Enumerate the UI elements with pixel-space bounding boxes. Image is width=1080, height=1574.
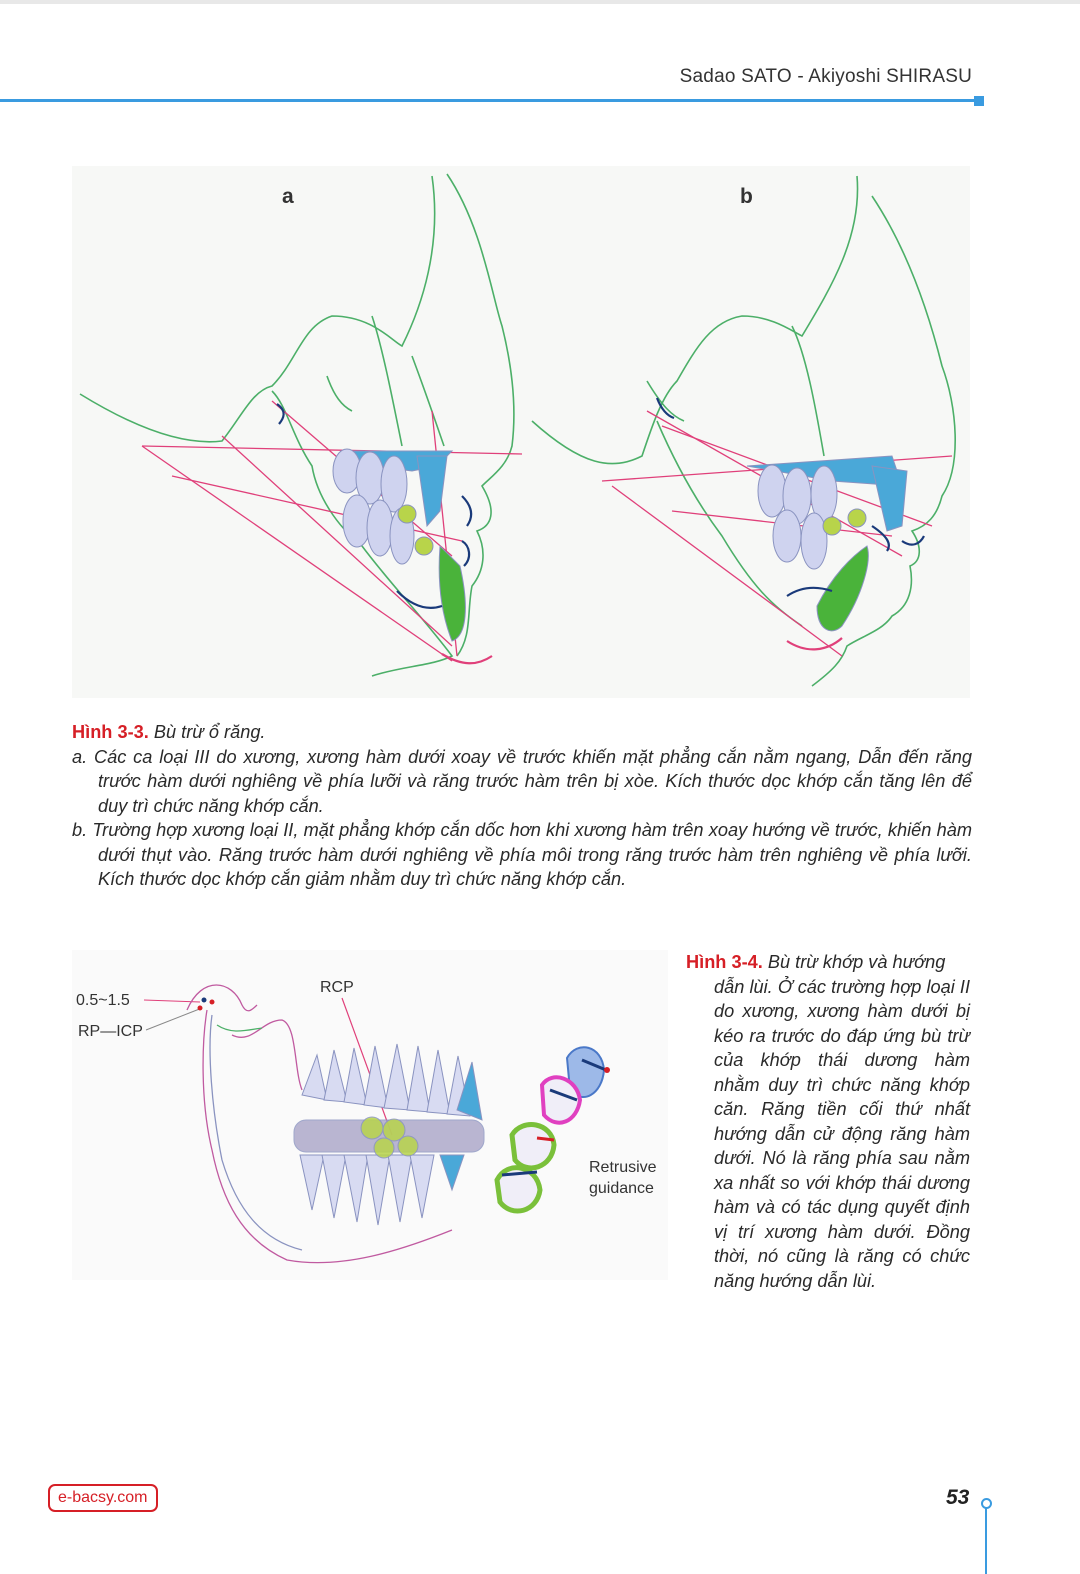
caption-first-line: Bù trừ khớp và hướng <box>767 952 946 972</box>
figure-3-3-cephalometric-tracings <box>72 166 970 698</box>
tmj-points <box>198 998 215 1011</box>
panel-b-teeth <box>747 456 907 631</box>
panel-b-label: b <box>740 185 753 208</box>
panel-b-tracing <box>532 176 955 686</box>
site-logo[interactable]: e-bacsy.com <box>48 1484 158 1512</box>
figure-number: Hình 3-3. <box>72 722 149 742</box>
rcp-label: RCP <box>320 979 354 996</box>
caption-item-a: a. Các ca loại III do xương, xương hàm dưới xoay về trước khiến mặt phẳng cắn nằm ngang, Dẫn đến răng trước hàm dưới nghiêng về phía lưỡi và răng trước hàm trên bị xòe. Kích thước dọc khớp cắn tăng lên để duy trì chức năng khớp cắn. <box>72 746 972 816</box>
figure-3-4-caption <box>686 950 970 1293</box>
caption-item-b: b. Trường hợp xương loại II, mặt phẳng khớp cắn dốc hơn khi xương hàm trên xoay hướng về trước, khiến hàm dưới thụt vào. Răng trước hàm dưới nghiêng về phía môi trong răng trước hàm trên nghiêng về phía lưỡi. Kích thước dọc khớp cắn giảm nhằm duy trì chức năng khớp cắn. <box>72 820 972 889</box>
page-pin-line <box>985 1508 987 1574</box>
panel-a-planes <box>142 401 522 661</box>
caption-body: dẫn lùi. Ở các trường hợp loại II do xương, xương hàm dưới bị kéo ra trước do đáp ứng bù trừ của khớp thái dương hàm nhằm duy trì chức năng khớp căn. Răng tiền cối thứ nhất hướng dẫn cử động răng hàm dưới. Nó là răng phía sau nằm xa nhất so với khớp thái dương hàm và có tác dụng quyết định vị trí xương hàm dưới. Đồng thời, nó cũng là răng có chức năng hướng dẫn lùi. <box>714 976 970 1291</box>
top-border <box>0 0 1080 4</box>
header-rule-marker <box>974 96 984 106</box>
running-header-authors: Sadao SATO - Akiyoshi SHIRASU <box>679 66 972 87</box>
figure-number: Hình 3-4. <box>686 952 763 972</box>
page-number: 53 <box>946 1486 970 1509</box>
caption-heading <box>72 720 972 745</box>
range-label: 0.5~1.5 <box>76 992 130 1009</box>
rp-icp-label: RP—ICP <box>78 1023 143 1040</box>
figure-3-3-caption <box>72 720 972 892</box>
figure-3-4-retrusive-guidance-diagram <box>72 950 668 1280</box>
panel-a-label: a <box>282 185 294 208</box>
header-rule <box>0 99 980 102</box>
figure-title: Bù trừ ổ răng. <box>153 722 266 742</box>
dentition <box>294 1044 484 1225</box>
retrusive-label-line2: guidance <box>589 1180 654 1197</box>
retrusive-label-line1: Retrusive <box>589 1159 657 1176</box>
